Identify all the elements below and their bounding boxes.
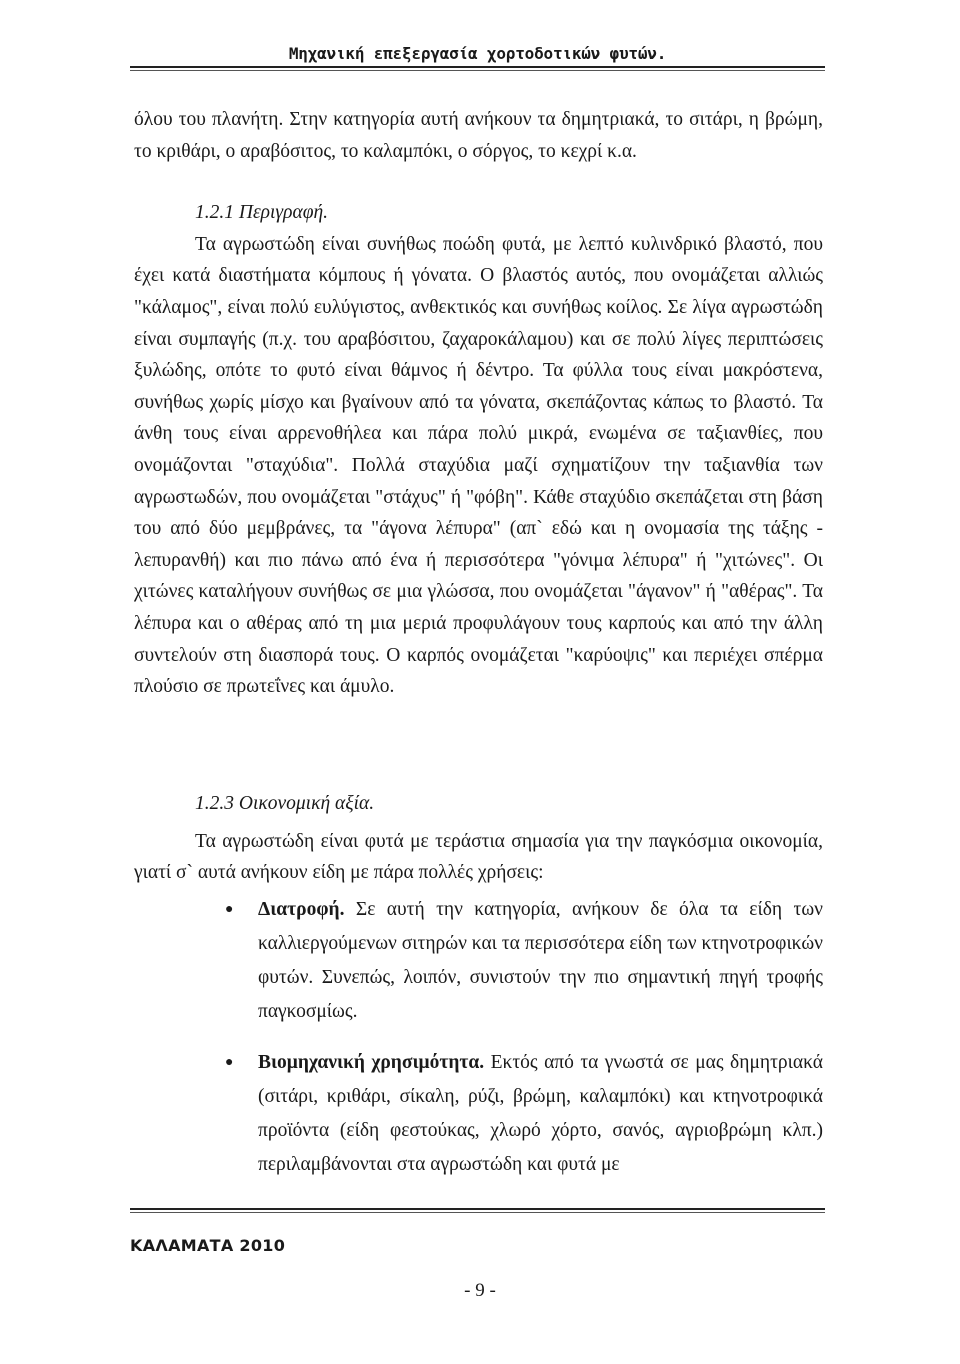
text-block-top xyxy=(134,104,823,703)
footer-rule xyxy=(130,1208,825,1210)
page-number: - 9 - xyxy=(464,1280,496,1301)
footer-location-year: ΚΑΛΑΜΑΤΑ 2010 xyxy=(130,1236,286,1255)
bullet-icon: ● xyxy=(225,902,234,917)
paragraph-economic-value: Τα αγρωστώδη είναι φυτά με τεράστια σημασία για την παγκόσμια οικονομία, γιατί σ` αυτά ανήκουν είδη με πάρα πολλές χρήσεις: xyxy=(134,830,823,884)
paragraph-description: Τα αγρωστώδη είναι συνήθως ποώδη φυτά, με λεπτό κυλινδρικό βλαστό, που έχει κατά διαστήματα κόμπους ή γόνατα. Ο βλαστός αυτός, που ονομάζεται αλλιώς "κάλαμος", είναι πολύ ευλύγιστος, ανθεκτικός και συνήθως κοίλος. Σε λίγα αγρωστώδη είναι συμπαγής (π.χ. του αραβόσιτου, ζαχαροκάλαμου) και σε πολύ λίγες περιπτώσεις ξυλώδης, οπότε το φυτό είναι θάμνος ή δέντρο. Τα φύλλα τους είναι μακρόστενα, συνήθως χωρίς μίσχο και βγαίνουν από τα γόνατα, σκεπάζοντας κάπως το βλαστό. Τα άνθη τους είναι αρρενοθήλεα και πάρα πολύ μικρά, ενωμένα σε ταξιανθίες, που ονομάζονται "σταχύδια". Πολλά σταχύδια μαζί σχηματίζουν την ταξιανθία των αγρωστωδών, που ονομάζεται "στάχυς" ή "φόβη". Κάθε σταχύδιο σκεπάζεται στη βάση του από δύο μεμβράνες, τα "άγονα λέπυρα" (απ` εδώ και η ονομασία της τάξης - λεπυρανθή) και πιο πάνω από ένα ή περισσότερα "γόνιμα λέπυρα" ή "χιτώνες". Οι χιτώνες καταλήγουν συνήθως σε μια γλώσσα, που ονομάζεται "άγανον" ή "αθέρας". Τα λέπυρα και ο αθέρας από τη μια μεριά προφυλάγουν τους καρπούς και από την άλλη συντελούν στη διασπορά τους. Ο καρπός ονομάζεται "καρύοψις" και περιέχει σπέρμα πλούσιο σε πρωτεΐνες και άμυλο. xyxy=(134,233,823,698)
list-item xyxy=(134,893,823,1029)
bullet-title: Βιομηχανική χρησιμότητα. xyxy=(258,1052,485,1073)
bullet-list xyxy=(134,893,823,1199)
footer-rule-thin xyxy=(130,1212,825,1213)
bullet-text: Σε αυτή την κατηγορία, ανήκουν δε όλα τα είδη των καλλιεργούμενων σιτηρών και τα περισσότερα είδη των κτηνοτροφικών φυτών. Συνεπώς, λοιπόν, συνιστούν την πιο σημαντική πηγή τροφής παγκοσμίως. xyxy=(258,899,823,1022)
section-heading-description: 1.2.1 Περιγραφή. xyxy=(195,202,329,224)
list-item xyxy=(134,1046,823,1182)
paragraph-continuation: όλου του πλανήτη. Στην κατηγορία αυτή ανήκουν τα δημητριακά, το σιτάρι, η βρώμη, το κριθάρι, ο αραβόσιτος, το καλαμπόκι, ο σόργος, το κεχρί κ.α. xyxy=(134,109,823,162)
bullet-text: Εκτός από τα γνωστά σε μας δημητριακά (σιτάρι, κριθάρι, σίκαλη, ρύζι, βρώμη, καλαμπόκι) και κτηνοτροφικά προϊόντα (είδη φεστούκας, χλωρό χόρτο, σανός, αγριοβρώμη κλπ.) περιλαμβάνονται στα αγρωστώδη και φυτά με xyxy=(258,1052,823,1175)
running-header: Μηχανική επεξεργασία χορτοδοτικών φυτών. xyxy=(288,44,667,63)
text-block-economic xyxy=(134,788,823,889)
bullet-title: Διατροφή. xyxy=(258,899,345,920)
section-heading-economic-value: 1.2.3 Οικονομική αξία. xyxy=(195,793,375,814)
header-rule xyxy=(130,66,825,68)
header-rule-thin xyxy=(130,70,825,71)
bullet-icon: ● xyxy=(225,1055,234,1070)
